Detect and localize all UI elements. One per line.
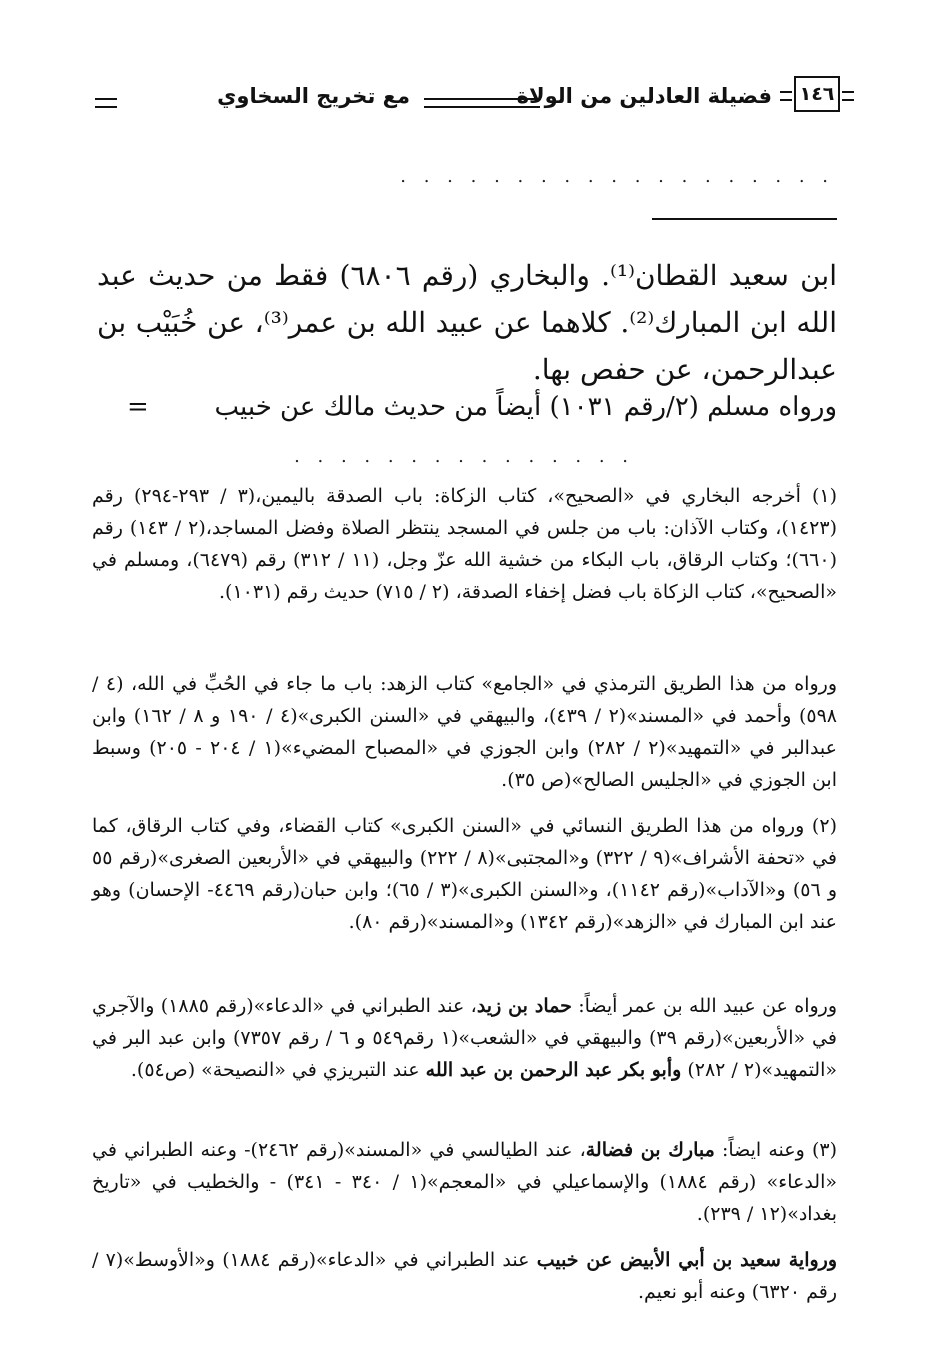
continuation-line <box>97 392 837 422</box>
fn3b-post: عند الطبراني في «الدعاء»(رقم ١٨٨٤) و«الأوسط»(٧ / رقم ٦٣٢٠) وعنه أبو نعيم. <box>92 1249 837 1303</box>
main-text <box>97 252 837 393</box>
footnote-1-continuation <box>92 668 837 796</box>
text-separator-line <box>652 218 837 220</box>
footnote-2-continuation <box>92 990 837 1086</box>
main-paragraph: ابن سعيد القطان⁽¹⁾. والبخاري (رقم ٦٨٠٦) فقط من حديث عبد الله ابن المبارك⁽²⁾. كلاهما عن عبيد الله بن عمر⁽³⁾، عن خُبَيْب بن عبدالرحمن، عن حفص بها. <box>97 259 837 386</box>
footnote-3b-paragraph <box>92 1244 837 1308</box>
book-title: فضيلة العادلين من الولاة <box>516 84 772 108</box>
footnote-2-text: (٢) ورواه من هذا الطريق النسائي في «السنن الكبرى» كتاب القضاء، وفي كتاب الرقاق، كما في «تحفة الأشراف»(٩ / ٣٢٢) و«المجتبى»(٨ / ٢٢٢) والبيهقي في «الأربعين الصغرى»(رقم ٥٥ و ٥٦) و«الآداب»(رقم ١١٤٢)، و«السنن الكبرى»(٣ / ٦٥)؛ وابن حبان(رقم ٤٤٦٩- الإحسان) وهو عند ابن المبارك في «الزهد»(رقم ١٣٤٢) و«المسند»(رقم ٨٠). <box>92 815 837 933</box>
page-header <box>95 76 840 120</box>
footnote-3-paragraph <box>92 1134 837 1230</box>
fn3-pre: (٣) وعنه ايضاً: <box>714 1139 838 1161</box>
continuation-mark: = <box>127 392 149 422</box>
footnote-2b-paragraph <box>92 990 837 1086</box>
dots-separator-top: . . . . . . . . . . . . . . . . . . . <box>400 166 834 187</box>
footnote-3-continuation <box>92 1244 837 1308</box>
fn2b-narrator-2: وأبو بكر عبد الرحمن بن عبد الله <box>425 1059 682 1081</box>
header-rule-end <box>95 98 117 108</box>
header-rule <box>424 98 540 108</box>
footnote-2 <box>92 810 837 938</box>
dots-separator-mid: . . . . . . . . . . . . . . . <box>294 446 634 467</box>
continuation-text: ورواه مسلم (٢/رقم ١٠٣١) أيضاً من حديث مالك عن خبيب <box>214 392 837 422</box>
fn3-narrator: مبارك بن فضالة <box>585 1139 715 1161</box>
page-number: ١٤٦ <box>794 76 840 112</box>
footnote-3 <box>92 1134 837 1230</box>
book-subtitle: مع تخريج السخاوي <box>217 84 410 108</box>
fn2b-mid: ، عند الطبراني في «الدعاء»(رقم ١٨٨٥) والآجري في «الأربعين»(رقم ٣٩) والبيهقي في «الشعب»(١ رقم٥٤٩ و ٦ / رقم ٧٣٥٧) وابن عبد البر في «التمهيد»(٢ / ٢٨٢) <box>92 995 837 1081</box>
fn2b-pre: ورواه عن عبيد الله بن عمر أيضاً: <box>571 995 838 1017</box>
footnote-1-text: (١) أخرجه البخاري في «الصحيح»، كتاب الزكاة: باب الصدقة باليمين،(٣ / ٢٩٣-٢٩٤) رقم (١٤٢٣)، وكتاب الآذان: باب من جلس في المسجد ينتظر الصلاة وفضل المساجد،(٢ / ١٤٣) رقم (٦٦٠)؛ وكتاب الرقاق، باب البكاء من خشية الله عزّ وجل، (١١ / ٣١٢) رقم (٦٤٧٩)، ومسلم في «الصحيح»، كتاب الزكاة باب فضل إخفاء الصدقة، (٢ / ٧١٥) حديث رقم (١٠٣١). <box>92 485 838 603</box>
footnote-1b-text: ورواه من هذا الطريق الترمذي في «الجامع» كتاب الزهد: باب ما جاء في الحُبِّ في الله، (٤ / ٥٩٨) وأحمد في «المسند»(٢ / ٤٣٩)، والبيهقي في «السنن الكبرى»(٤ / ١٩٠ و ٨ / ١٦٢) وابن عبدالبر في «التمهيد»(٢ / ٢٨٢) وابن الجوزي في «المصباح المضيء»(١ / ٢٠٤ - ٢٠٥) وسبط ابن الجوزي في «الجليس الصالح»(ص ٣٥). <box>92 673 837 791</box>
fn2b-post: عند التبريزي في «النصيحة» (ص٥٤). <box>130 1059 426 1081</box>
fn3b-narration: ورواية سعيد بن أبي الأبيض عن خبيب <box>536 1249 837 1271</box>
fn3-post: ، عند الطيالسي في «المسند»(رقم ٢٤٦٢)- وعنه الطبراني في «الدعاء» (رقم ١٨٨٤) والإسماعيلي في «المعجم»(١ / ٣٤٠ - ٣٤١) - والخطيب في «تاريخ بغداد»(١٢ / ٢٣٩). <box>92 1139 838 1225</box>
footnote-1 <box>92 480 837 608</box>
fn2b-narrator-1: حماد بن زيد <box>476 995 572 1017</box>
